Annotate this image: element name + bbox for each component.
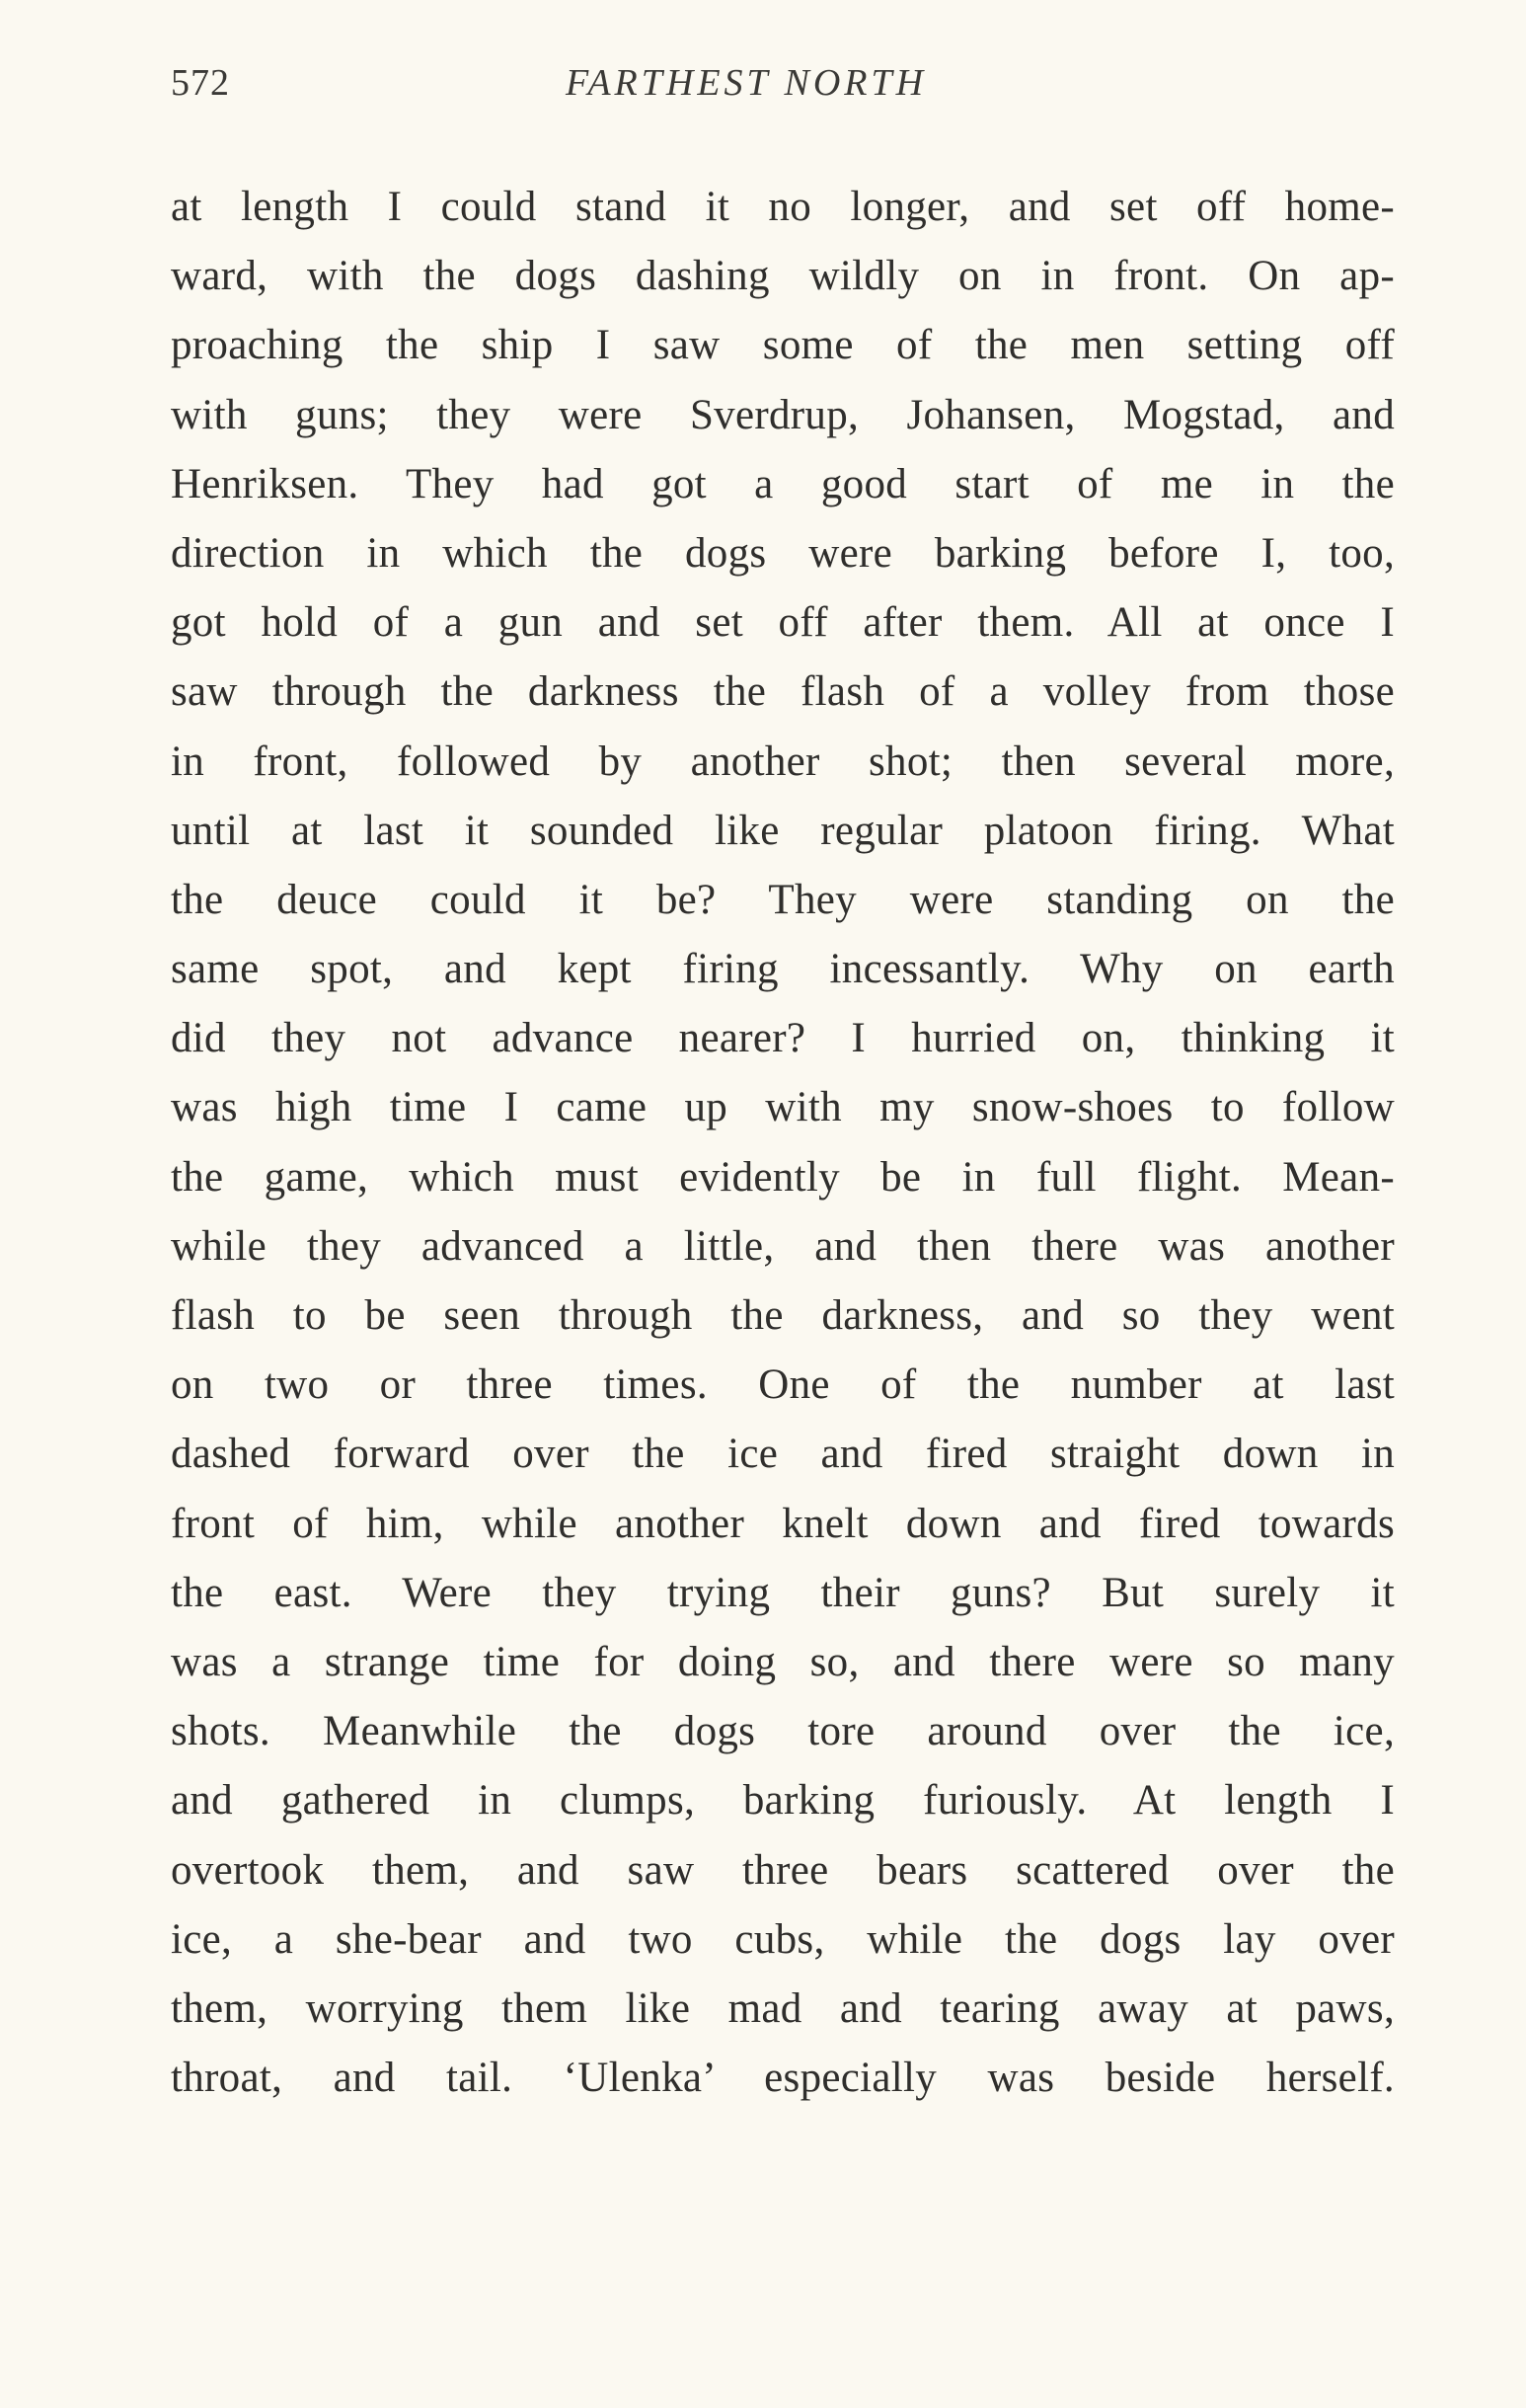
text-line: shots. Meanwhile the dogs tore around over the ice, <box>171 1708 1395 1755</box>
text-line: throat, and tail. ‘Ulenka’ especially was beside herself. <box>171 2055 1395 2102</box>
text-line: the east. Were they trying their guns? But surely it <box>171 1569 1395 1616</box>
text-line: was a strange time for doing so, and there were so many <box>171 1638 1395 1685</box>
text-line: direction in which the dogs were barking before I, too, <box>171 529 1395 577</box>
text-line: at length I could stand it no longer, and set off home- <box>171 184 1395 230</box>
text-line: ward, with the dogs dashing wildly on in front. On ap- <box>171 253 1395 300</box>
page-header <box>171 61 1395 120</box>
text-line: did they not advance nearer? I hurried on, thinking it <box>171 1015 1395 1062</box>
text-line: them, worrying them like mad and tearing away at paws, <box>171 1984 1395 2032</box>
text-line: in front, followed by another shot; then several more, <box>171 738 1395 785</box>
text-line: same spot, and kept firing incessantly. Why on earth <box>171 946 1395 993</box>
text-line: flash to be seen through the darkness, and so they went <box>171 1292 1395 1339</box>
text-line: on two or three times. One of the number at last <box>171 1361 1395 1409</box>
text-line: Henriksen. They had got a good start of me in the <box>171 460 1395 507</box>
text-line: got hold of a gun and set off after them. All at once I <box>171 599 1395 647</box>
text-line: proaching the ship I saw some of the men setting off <box>171 322 1395 369</box>
running-title: FARTHEST NORTH <box>566 62 928 104</box>
text-line: overtook them, and saw three bears scattered over the <box>171 1846 1395 1894</box>
text-line: while they advanced a little, and then there was another <box>171 1222 1395 1270</box>
text-line: with guns; they were Sverdrup, Johansen, Mogstad, and <box>171 391 1395 438</box>
body-paragraph <box>171 173 1395 2113</box>
text-line: the game, which must evidently be in full flight. Mean- <box>171 1153 1395 1201</box>
text-line: front of him, while another knelt down and fired towards <box>171 1500 1395 1547</box>
text-line: until at last it sounded like regular platoon firing. What <box>171 807 1395 854</box>
text-line: the deuce could it be? They were standing on the <box>171 876 1395 923</box>
text-line: ice, a she-bear and two cubs, while the dogs lay over <box>171 1915 1395 1963</box>
text-line: saw through the darkness the flash of a volley from those <box>171 668 1395 716</box>
text-line: and gathered in clumps, barking furiously. At length I <box>171 1777 1395 1825</box>
text-line: was high time I came up with my snow-shoes to follow <box>171 1084 1395 1131</box>
page-number: 572 <box>171 62 230 104</box>
text-line: dashed forward over the ice and fired straight down in <box>171 1431 1395 1478</box>
